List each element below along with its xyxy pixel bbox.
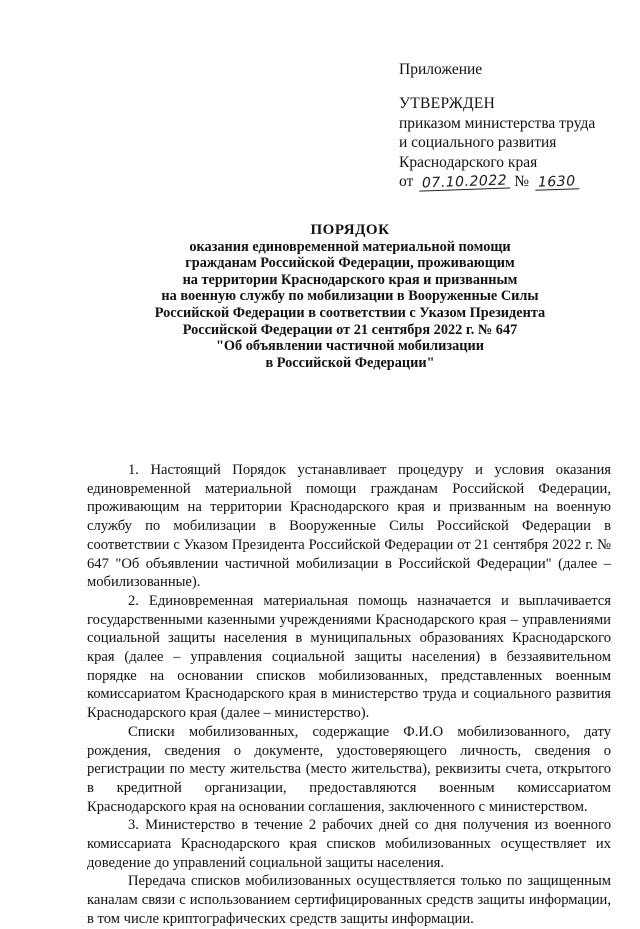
document-title	[60, 222, 640, 371]
title-line-1: оказания единовременной материальной помощи	[189, 238, 511, 255]
order-date-line	[399, 172, 595, 192]
paragraph-3: 3. Министерство в течение 2 рабочих дней со дня получения из военного комиссариата Краснодарского края списков мобилизованных осуществляет их доведение до управлений социальной защиты населения.	[87, 817, 611, 871]
title-line-2: гражданам Российской Федерации, проживающим	[185, 255, 515, 272]
appendix-label: Приложение	[399, 61, 483, 78]
number-prefix: №	[514, 173, 530, 190]
paragraph-1: 1. Настоящий Порядок устанавливает процедуру и условия оказания единовременной материальной помощи гражданам Российской Федерации, проживающим на территории Краснодарского края и призванным на военную службу по мобилизации в Вооруженные Силы Российской Федерации в соответствии с Указом Президента Российской Федерации от 21 сентября 2022 г. № 647 "Об объявлении частичной мобилизации в Российской Федерации" (далее – мобилизованные).	[87, 462, 611, 591]
document-body	[87, 461, 611, 929]
approved-label: УТВЕРЖДЕН	[399, 95, 496, 112]
paragraph-2: 2. Единовременная материальная помощь назначается и выплачивается государственными казенными учреждениями Краснодарского края – управлениями социальной защиты населения в муниципальных образованиях Краснодарского края (далее – управления социальной защиты населения) в беззаявительном порядке на основании списков мобилизованных, представленных военным комиссариатом Краснодарского края в министерство труда и социального развития Краснодарского края (далее – министерство).	[87, 592, 611, 722]
handwritten-number: 1630	[535, 174, 579, 191]
paragraph-3-transfer: Передача списков мобилизованных осуществляется только по защищенным каналам связи с использованием сертифицированных средств защиты информации, в том числе криптографических средств защиты информации.	[87, 873, 611, 927]
title-line-5: Российской Федерации в соответствии с Указом Президента	[154, 304, 546, 321]
paragraph-2-lists: Списки мобилизованных, содержащие Ф.И.О мобилизованного, дату рождения, сведения о документе, удостоверяющего личность, сведения о регистрации по месту жительства (место жительства), реквизиты счета, открытого в кредитной организации, предоставляются военным комиссариатом Краснодарского края на основании соглашения, заключенного с министерством.	[87, 723, 611, 815]
date-prefix: от	[399, 173, 414, 190]
title-line-3: на территории Краснодарского края и призванным	[182, 271, 518, 288]
title-line-8: в Российской Федерации"	[265, 354, 435, 371]
handwritten-date: 07.10.2022	[419, 173, 511, 191]
approval-stamp-block	[399, 94, 595, 192]
order-line-2: и социального развития	[399, 134, 557, 151]
title-heading: ПОРЯДОК	[310, 222, 390, 238]
title-line-7: "Об объявлении частичной мобилизации	[215, 338, 484, 355]
title-line-4: на военную службу по мобилизации в Вооруженные Силы	[161, 288, 539, 305]
order-line-3: Краснодарского края	[399, 153, 538, 171]
title-line-6: Российской Федерации от 21 сентября 2022 г. № 647	[182, 321, 518, 338]
order-line-1: приказом министерства труда	[399, 114, 596, 132]
